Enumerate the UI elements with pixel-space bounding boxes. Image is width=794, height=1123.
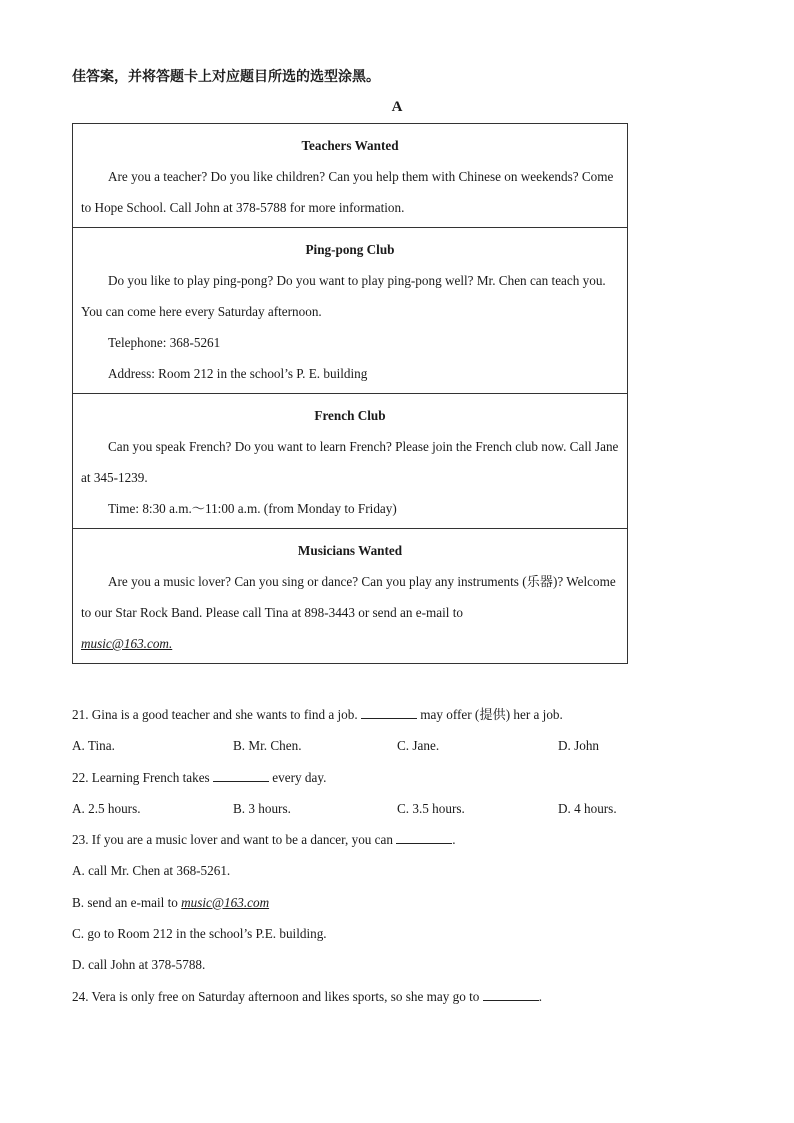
question-22 xyxy=(72,762,712,793)
option-d[interactable]: D. John xyxy=(558,738,600,754)
answer-blank xyxy=(213,768,269,782)
email-link[interactable]: music@163.com. xyxy=(81,636,173,651)
ad-teachers-wanted xyxy=(73,124,627,227)
ad-body: Do you like to play ping-pong? Do you want to play ping-pong well? Mr. Chen can teach you. You can come here every Saturday afternoon. xyxy=(81,273,606,319)
ad-title: Teachers Wanted xyxy=(301,138,399,153)
ad-email-line xyxy=(81,628,619,659)
ad-title: French Club xyxy=(314,408,386,423)
option-c[interactable]: C. go to Room 212 in the school’s P.E. building. xyxy=(72,926,327,942)
advertisement-table xyxy=(72,123,628,664)
ad-ping-pong-club xyxy=(73,227,627,393)
question-stem-end: may offer (提供) her a job. xyxy=(420,707,563,722)
question-23 xyxy=(72,824,712,855)
option-a[interactable]: A. Tina. xyxy=(72,738,115,754)
answer-blank xyxy=(396,830,452,844)
question-stem: 24. Vera is only free on Saturday afternoon and likes sports, so she may go to xyxy=(72,988,480,1004)
option-b[interactable]: B. 3 hours. xyxy=(233,800,291,816)
question-list xyxy=(72,699,712,1012)
question-24 xyxy=(72,981,712,1012)
option-a[interactable]: A. 2.5 hours. xyxy=(72,800,141,816)
ad-title: Musicians Wanted xyxy=(297,543,403,558)
question-stem: 23. If you are a music lover and want to be a dancer, you can xyxy=(72,832,393,848)
ad-body: Are you a teacher? Do you like children? Can you help them with Chinese on weekends? Come to Hope School. Call John at 378-5788 for more information. xyxy=(81,169,614,215)
question-stem: 21. Gina is a good teacher and she wants to find a job. xyxy=(72,707,358,722)
answer-blank xyxy=(361,705,417,719)
option-c[interactable]: C. 3.5 hours. xyxy=(397,800,465,816)
ad-body: Are you a music lover? Can you sing or dance? Can you play any instruments (乐器)? Welcome to our Star Rock Band. Please call Tina at 898-3443 or send an e-mail to xyxy=(81,574,616,620)
section-heading: A xyxy=(391,99,403,115)
option-c[interactable]: C. Jane. xyxy=(397,738,440,754)
question-stem-end: every day. xyxy=(272,769,327,785)
instruction-text: 佳答案，并将答题卡上对应题目所选的选型涂黑。 xyxy=(72,69,380,85)
options-22 xyxy=(72,793,712,824)
ad-french-club xyxy=(73,393,627,528)
option-a[interactable]: A. call Mr. Chen at 368-5261. xyxy=(72,863,231,879)
option-d[interactable]: D. call John at 378-5788. xyxy=(72,957,206,973)
question-stem: 22. Learning French takes xyxy=(72,769,210,785)
ad-address: Address: Room 212 in the school’s P. E. building xyxy=(108,366,368,381)
option-b[interactable] xyxy=(72,887,712,918)
email-link[interactable]: music@163.com xyxy=(181,894,270,910)
option-b-text: B. send an e-mail to xyxy=(72,894,178,910)
ad-body: Can you speak French? Do you want to learn French? Please join the French club now. Call Jane at 345-1239. xyxy=(81,439,619,485)
ad-time: Time: 8:30 a.m.～11:00 a.m. (from Monday to Friday) xyxy=(108,501,397,516)
options-21 xyxy=(72,730,712,761)
ad-musicians-wanted xyxy=(73,528,627,663)
option-b[interactable]: B. Mr. Chen. xyxy=(233,738,302,754)
answer-blank xyxy=(483,987,539,1001)
ad-telephone: Telephone: 368-5261 xyxy=(108,335,221,350)
option-d[interactable]: D. 4 hours. xyxy=(558,800,617,816)
ad-title: Ping-pong Club xyxy=(305,242,395,257)
question-stem-end: . xyxy=(538,988,542,1004)
question-21 xyxy=(72,699,712,730)
question-stem-end: . xyxy=(452,832,456,848)
